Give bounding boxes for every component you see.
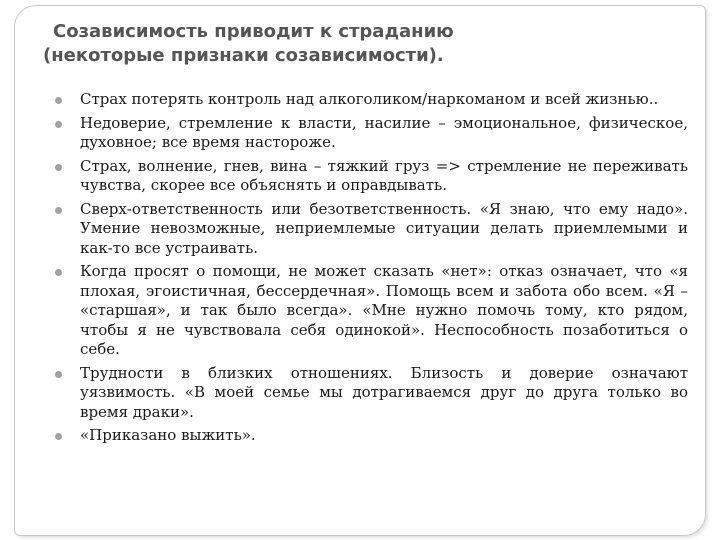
title-line-2: (некоторые признаки созависимости). xyxy=(43,45,444,66)
bullet-icon xyxy=(55,433,62,440)
bullet-icon xyxy=(55,269,62,276)
slide-frame xyxy=(14,5,706,536)
list-item xyxy=(65,200,688,259)
list-item-text: «Приказано выжить». xyxy=(80,426,256,444)
list-item-text: Трудности в близких отношениях. Близость и доверие означают уязвимость. «В моей семье мы дотрагиваемся друг до друга только во время драки». xyxy=(80,363,688,421)
list-item-text: Страх потерять контроль над алкоголиком/наркоманом и всей жизнью.. xyxy=(80,90,659,108)
list-item xyxy=(65,426,688,446)
symptom-list xyxy=(65,90,688,450)
slide-title xyxy=(43,20,683,68)
list-item xyxy=(65,114,688,153)
list-item-text: Когда просят о помощи, не может сказать «нет»: отказ означает, что «я плохая, эгоистичная, бессердечная». Помощь всем и забота обо всем. «Я – «старшая», и так было всегда». «Мне нужно помочь тому, кто рядом, чтобы я не чувствовала себя одинокой». Неспособность позаботиться о себе. xyxy=(80,262,688,358)
list-item xyxy=(65,364,688,423)
title-line-1: Созависимость приводит к страданию xyxy=(53,21,454,42)
list-item xyxy=(65,262,688,360)
bullet-icon xyxy=(55,97,62,104)
list-item-text: Страх, волнение, гнев, вина – тяжкий груз => стремление не переживать чувства, скорее все объяснять и оправдывать. xyxy=(80,156,688,194)
list-item-text: Недоверие, стремление к власти, насилие – эмоциональное, физическое, духовное; все время настороже. xyxy=(80,113,688,151)
bullet-icon xyxy=(55,164,62,171)
list-item-text: Сверх-ответственность или безответственность. «Я знаю, что ему надо». Умение невозможные, неприемлемые ситуации делать приемлемыми и как-то все устраивать. xyxy=(80,199,688,257)
list-item xyxy=(65,90,688,110)
list-item xyxy=(65,157,688,196)
bullet-icon xyxy=(55,207,62,214)
bullet-icon xyxy=(55,371,62,378)
bullet-icon xyxy=(55,121,62,128)
